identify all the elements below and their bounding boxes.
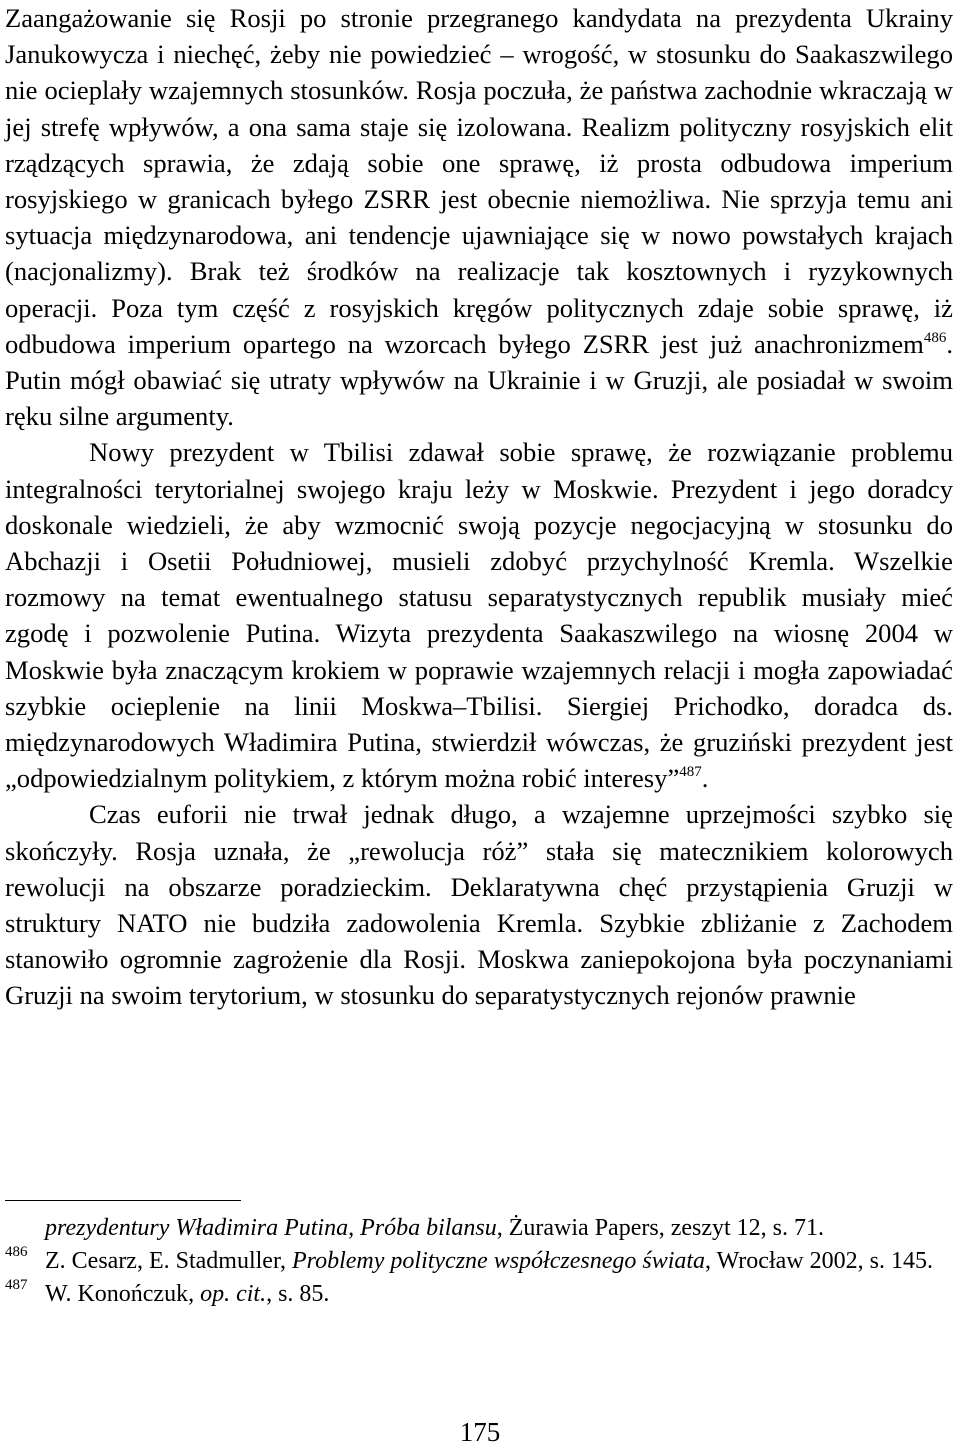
footnote-487-rest: , s. 85.: [266, 1281, 330, 1307]
footnote-continued-rest: , Żurawia Papers, zeszyt 12, s. 71.: [496, 1215, 824, 1241]
footnote-486-rest: , Wrocław 2002, s. 145.: [705, 1248, 933, 1274]
footnote-487-author: W. Konończuk,: [45, 1281, 201, 1307]
paragraph-2-text: Nowy prezydent w Tbilisi zdawał sobie sprawę, że rozwiązanie problemu integralności terytorialnej swojego kraju leży w Moskwie. Prezydent i jego doradcy doskonale wiedzieli, że aby wzmocnić swoją pozycje negocjacyjną w stosunku do Abchazji i Osetii Południowej, musieli zdobyć przychylność Kremla. Wszelkie rozmowy na temat ewentualnego statusu separatystycznych republik musiały mieć zgodę i pozwolenie Putina. Wizyta prezydenta Saakaszwilego na wiosnę 2004 w Moskwie była znaczącym krokiem w poprawie wzajemnych relacji i mogła zapowiadać szybkie ocieplenie na linii Moskwa–Tbilisi. Siergiej Prichodko, doradca ds. międzynarodowych Władimira Putina, stwierdził wówczas, że gruziński prezydent jest „odpowiedzialnym politykiem, z którym można robić interesy”: [5, 437, 953, 794]
paragraph-1-continuation: . Putin mógł obawiać się utraty wpływów na Ukrainie i w Gruzji, ale posiadał w swoim ręku silne argumenty.: [5, 328, 953, 432]
paragraph-2-continuation: .: [701, 763, 709, 794]
paragraph-1-text: Zaangażowanie się Rosji po stronie przegranego kandydata na prezydenta Ukrainy Janukowycza i niechęć, żeby nie powiedzieć – wrogość, w stosunku do Saakaszwilego nie ocieplały wzajemnych stosunków. Rosja poczuła, że państwa zachodnie wkraczają w jej strefę wpływów, a ona sama staje się izolowana. Realizm polityczny rosyjskich elit rządzących sprawia, że zdają sobie one sprawę, iż prosta odbudowa imperium rosyjskiego w granicach byłego ZSRR jest obecnie niemożliwa. Nie sprzyja temu ani sytuacja międzynarodowa, ani tendencje ujawniające się w nowo powstałych krajach (nacjonalizmy). Brak też środków na realizacje tak kosztownych i ryzykownych operacji. Poza tym część z rosyjskich kręgów politycznych zdaje sobie sprawę, iż odbudowa imperium opartego na wzorcach byłego ZSRR jest już anachronizmem: [5, 3, 953, 359]
footnote-continued: [5, 1212, 953, 1245]
paragraph-1: [5, 0, 953, 434]
paragraph-2: [5, 434, 953, 796]
body-text: [5, 0, 953, 1014]
footnote-486: [5, 1245, 953, 1278]
footnote-486-title: Problemy polityczne współczesnego świata: [291, 1248, 706, 1274]
footnote-separator: [5, 1200, 241, 1201]
footnote-ref-486[interactable]: 486: [923, 329, 947, 346]
page-number: 175: [459, 1417, 501, 1447]
footnote-486-authors: Z. Cesarz, E. Stadmuller,: [45, 1248, 292, 1274]
page: [5, 0, 953, 1014]
footnotes: [5, 1212, 953, 1311]
paragraph-3: [5, 796, 953, 1013]
footnote-number-487: 487: [5, 1277, 28, 1293]
footnote-487: [5, 1278, 953, 1311]
footnote-continued-title: prezydentury Władimira Putina, Próba bilansu: [45, 1215, 497, 1241]
footnote-487-opcit: op. cit.: [200, 1281, 267, 1307]
footnote-ref-487[interactable]: 487: [679, 764, 702, 781]
paragraph-3-text: Czas euforii nie trwał jednak długo, a wzajemne uprzejmości szybko się skończyły. Rosja uznała, że „rewolucja róż” stała się matecznikiem kolorowych rewolucji na obszarze poradzieckim. Deklaratywna chęć przystąpienia Gruzji w struktury NATO nie budziła zadowolenia Kremla. Szybkie zbliżanie z Zachodem stanowiło ogromnie zagrożenie dla Rosji. Moskwa zaniepokojona była poczynaniami Gruzji na swoim terytorium, w stosunku do separatystycznych rejonów prawnie: [5, 799, 953, 1011]
footnote-number-486: 486: [5, 1244, 28, 1260]
